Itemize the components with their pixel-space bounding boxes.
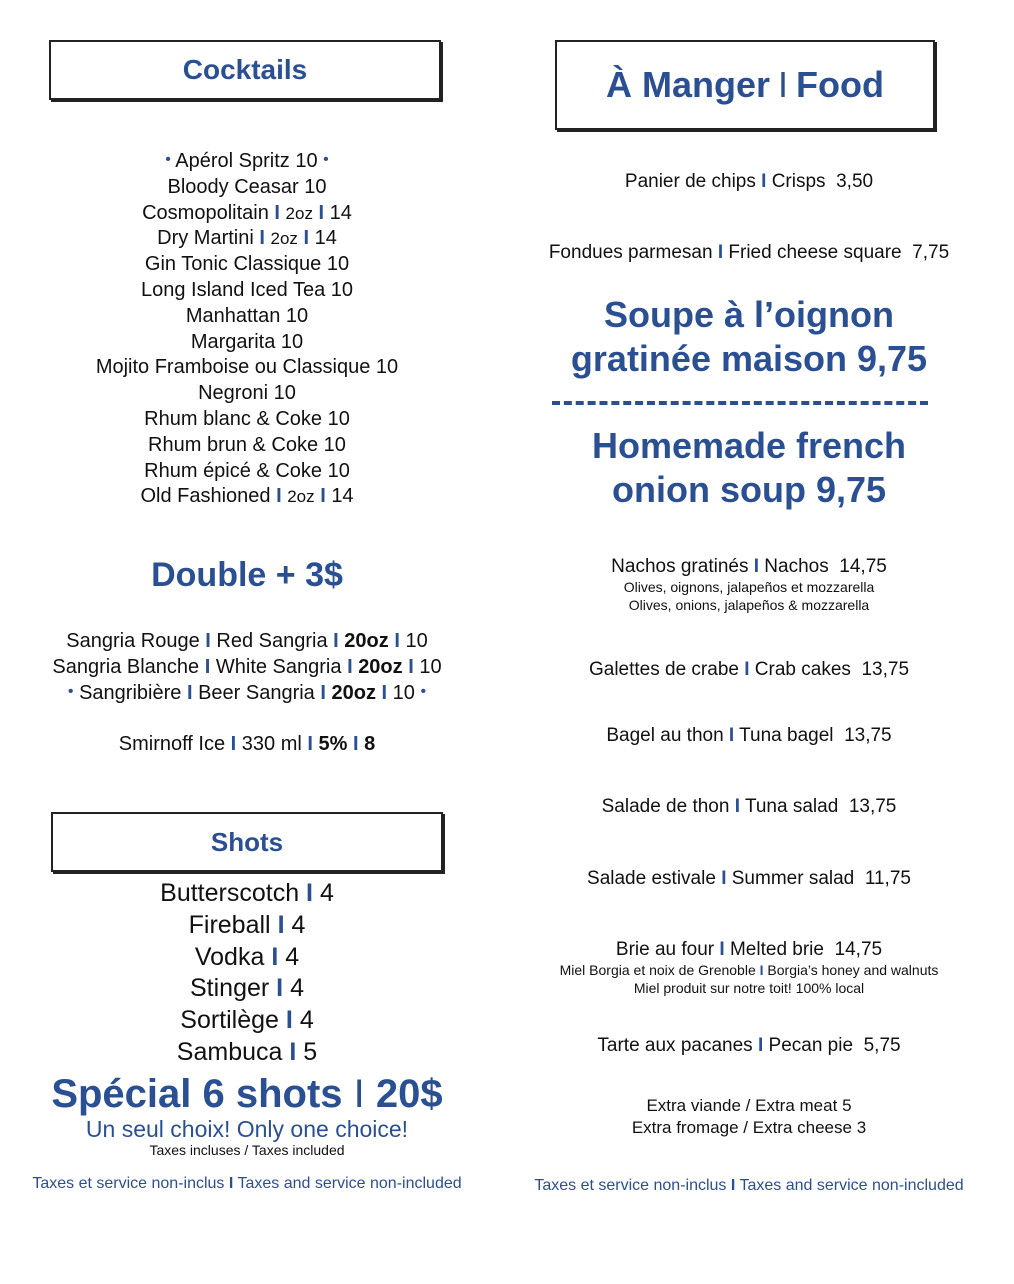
food-heading-en: Food: [796, 64, 884, 105]
smirnoff-name: Smirnoff Ice: [118, 733, 226, 755]
shot-name: Vodka: [194, 942, 265, 971]
sangria-size: 20oz: [331, 682, 376, 704]
brie-fr: Brie au four: [615, 939, 715, 960]
nachos-row: Nachos gratinés I Nachos 14,75: [611, 556, 887, 577]
nachos-fr: Nachos gratinés: [611, 556, 749, 577]
separator: I: [761, 171, 767, 192]
right-footer: Taxes et service non-inclus I Taxes and service non-included: [534, 1177, 964, 1194]
extra-meat-fr: Extra viande: [646, 1096, 741, 1115]
cocktail-item: [0, 485, 494, 508]
sangria-name-fr: Sangribière: [79, 682, 182, 704]
extra-cheese-price: 3: [856, 1118, 867, 1137]
brie-desc-1: Miel Borgia et noix de Grenoble I Borgia’s honey and walnuts: [559, 962, 939, 978]
soup-fr-line-1: Soupe à l’oignon: [604, 294, 894, 335]
cocktail-size: 2oz: [270, 229, 298, 249]
separator: I: [408, 656, 414, 678]
sangria-name-fr: Sangria Rouge: [66, 630, 200, 652]
sangria-price: 10: [405, 630, 428, 652]
food-name-fr: Salade de thon: [601, 796, 730, 817]
shot-price: 4: [319, 879, 334, 907]
double-label: Double + 3$: [151, 556, 343, 594]
food-name-fr: Fondues parmesan: [548, 242, 713, 263]
cocktail-size: 2oz: [287, 487, 315, 507]
cocktails-heading-box: [49, 40, 441, 100]
extra-cheese-fr: Extra fromage: [631, 1118, 739, 1137]
brie-desc-1-fr: Miel Borgia et noix de Grenoble: [559, 962, 756, 978]
cocktail-price: 14: [314, 227, 337, 250]
sangria-price: 10: [419, 656, 442, 678]
brie-row: Brie au four I Melted brie 14,75: [615, 939, 883, 960]
special-shots-label: Spécial 6 shots I 20$: [51, 1072, 443, 1116]
food-heading-fr: À Manger: [605, 64, 771, 105]
bullet-dot-icon: •: [165, 151, 171, 168]
pie-fr: Tarte aux pacanes: [597, 1035, 753, 1056]
special-shots-name: Spécial 6 shots: [51, 1072, 343, 1116]
right-footer-en: Taxes and service non-included: [739, 1177, 964, 1194]
food-price: 13,75: [844, 725, 892, 746]
left-footer-en: Taxes and service non-included: [237, 1175, 462, 1192]
food-item: [484, 868, 1014, 890]
separator: I: [204, 656, 211, 678]
sangria-name-en: White Sangria: [215, 656, 342, 678]
separator: I: [721, 868, 727, 889]
soup-en-line-2: onion soup 9,75: [611, 469, 887, 510]
separator: I: [285, 1006, 293, 1035]
cocktail-name: Rhum blanc & Coke 10: [144, 408, 350, 430]
sangria-price: 10: [392, 682, 415, 704]
cocktail-price: 14: [331, 485, 354, 508]
cocktail-name: Manhattan 10: [185, 304, 309, 327]
separator: I: [320, 682, 326, 704]
food-item: [484, 796, 1014, 818]
sangria-size: 20oz: [344, 630, 389, 652]
separator: I: [347, 656, 353, 678]
food-item: [484, 242, 1014, 264]
cocktail-name: Cosmopolitain: [142, 201, 269, 224]
separator: I: [289, 1038, 297, 1066]
cocktail-item: [0, 150, 494, 173]
cocktail-name: Negroni 10: [198, 382, 296, 405]
cocktail-name: Mojito Framboise ou Classique 10: [95, 356, 399, 379]
food-name-en: Tuna salad: [744, 796, 839, 817]
special-shots-price: 20$: [375, 1072, 443, 1116]
separator: I: [276, 974, 284, 1003]
brie-desc-2: Miel produit sur notre toit! 100% local: [633, 980, 865, 996]
food-item: [484, 725, 1014, 747]
smirnoff-abv: 5%: [318, 733, 348, 755]
food-name-en: Crab cakes: [754, 659, 851, 680]
separator: I: [717, 242, 724, 263]
cocktail-name: Apérol Spritz 10: [175, 150, 318, 172]
cocktail-item: [0, 460, 494, 483]
separator: I: [277, 910, 285, 939]
food-name-en: Tuna bagel: [739, 725, 834, 746]
soup-divider: [552, 401, 928, 405]
cocktail-item: [0, 227, 494, 250]
food-price: 3,50: [836, 171, 874, 192]
separator: I: [381, 682, 388, 704]
food-name-fr: Galettes de crabe: [588, 659, 739, 680]
brie-price: 14,75: [834, 939, 883, 960]
sangria-name-fr: Sangria Blanche: [52, 656, 200, 678]
separator: I: [259, 227, 265, 250]
shot-item: [0, 879, 494, 908]
right-footer-fr: Taxes et service non-inclus: [534, 1177, 727, 1194]
food-price: 13,75: [861, 659, 910, 680]
nachos-en: Nachos: [764, 556, 829, 577]
separator: I: [306, 879, 313, 907]
bullet-dot-icon: •: [420, 683, 427, 700]
cocktail-name: Gin Tonic Classique 10: [144, 253, 350, 276]
separator: I: [276, 485, 282, 508]
food-name-fr: Bagel au thon: [606, 725, 724, 746]
smirnoff-row: Smirnoff Ice I 330 ml I 5% I 8: [118, 733, 376, 755]
food-item: [484, 171, 1014, 193]
cocktail-item: [0, 331, 494, 354]
special-shots-tax: Taxes incluses / Taxes included: [149, 1142, 345, 1158]
shot-price: 4: [291, 910, 306, 939]
cocktail-price: 14: [329, 201, 352, 224]
pie-row: Tarte aux pacanes I Pecan pie 5,75: [597, 1035, 901, 1056]
extra-cheese-en: Extra cheese: [752, 1118, 852, 1137]
bullet-dot-icon: •: [323, 151, 329, 168]
shot-price: 5: [303, 1038, 318, 1066]
nachos-desc-en: Olives, onions, jalapeños & mozzarella: [628, 597, 870, 613]
cocktails-heading: Cocktails: [182, 54, 308, 85]
extra-meat-en: Extra meat: [755, 1096, 838, 1115]
shot-item: [0, 943, 494, 972]
extra-cheese-row: Extra fromage / Extra cheese 3: [631, 1118, 867, 1137]
food-name-fr: Panier de chips: [624, 171, 756, 192]
shot-price: 4: [285, 942, 300, 971]
shots-heading-box: [51, 812, 443, 872]
soup-en-line-1: Homemade french: [591, 425, 907, 466]
separator: I: [186, 682, 193, 704]
separator: I: [744, 659, 750, 680]
shot-item: [0, 1038, 494, 1067]
sangria-item: [0, 656, 494, 679]
food-heading-box: À Manger I Food: [555, 40, 935, 130]
separator: I: [271, 942, 279, 971]
separator: I: [205, 630, 211, 652]
sangria-item: [0, 682, 494, 705]
sangria-item: [0, 630, 494, 653]
shot-name: Sortilège: [180, 1006, 279, 1035]
cocktail-item: [0, 356, 494, 379]
shot-name: Fireball: [188, 910, 271, 939]
sangria-name-en: Beer Sangria: [198, 682, 315, 704]
shot-name: Butterscotch: [160, 879, 300, 907]
shot-item: [0, 1006, 494, 1035]
shot-name: Stinger: [190, 974, 270, 1003]
extra-meat-row: Extra viande / Extra meat 5: [646, 1096, 852, 1115]
cocktail-name: Bloody Ceasar 10: [167, 175, 327, 198]
cocktail-size: 2oz: [285, 203, 313, 223]
brie-en: Melted brie: [729, 939, 824, 960]
smirnoff-price: 8: [364, 733, 376, 755]
shots-heading: Shots: [210, 826, 284, 857]
food-price: 7,75: [912, 242, 950, 263]
smirnoff-size: 330 ml: [241, 733, 302, 755]
cocktail-item: [0, 176, 494, 199]
separator: I: [728, 725, 735, 746]
separator: I: [734, 796, 741, 817]
sangria-name-en: Red Sangria: [216, 630, 328, 652]
special-shots-sub: Un seul choix! Only one choice!: [85, 1116, 409, 1142]
shot-price: 4: [299, 1006, 314, 1035]
pie-price: 5,75: [863, 1035, 901, 1056]
shot-name: Sambuca: [176, 1038, 283, 1066]
shot-price: 4: [290, 974, 304, 1003]
cocktail-name: Old Fashioned: [140, 485, 271, 508]
food-price: 11,75: [864, 868, 911, 889]
separator: I: [274, 201, 280, 224]
nachos-desc-fr: Olives, oignons, jalapeños et mozzarella: [623, 579, 875, 595]
food-name-fr: Salade estivale: [587, 868, 716, 889]
soup-fr-line-2: gratinée maison 9,75: [570, 338, 928, 379]
brie-desc-1-en: Borgia’s honey and walnuts: [767, 962, 939, 978]
nachos-price: 14,75: [839, 556, 887, 577]
food-name-en: Summer salad: [731, 868, 855, 889]
extra-meat-price: 5: [842, 1096, 852, 1115]
separator: I: [333, 630, 339, 652]
cocktail-item: [0, 279, 494, 302]
separator: I: [303, 227, 310, 250]
left-footer: Taxes et service non-inclus I Taxes and service non-included: [32, 1175, 462, 1192]
cocktail-item: [0, 382, 494, 405]
cocktail-item: [0, 305, 494, 328]
cocktail-item: [0, 434, 494, 457]
separator: I: [394, 630, 400, 652]
cocktail-name: Long Island Iced Tea 10: [140, 279, 354, 301]
separator: I: [318, 201, 325, 224]
cocktail-name: Margarita 10: [190, 330, 304, 353]
bullet-dot-icon: •: [67, 683, 74, 700]
cocktail-name: Dry Martini: [157, 227, 254, 250]
cocktail-item: [0, 253, 494, 276]
sangria-size: 20oz: [358, 656, 403, 678]
shot-item: [0, 911, 494, 940]
food-item: [484, 659, 1014, 681]
left-footer-fr: Taxes et service non-inclus: [32, 1175, 225, 1192]
food-name-en: Fried cheese square: [728, 242, 902, 263]
food-name-en: Crisps: [771, 171, 826, 192]
food-price: 13,75: [848, 796, 897, 817]
cocktail-name: Rhum épicé & Coke 10: [144, 459, 350, 482]
cocktail-item: [0, 408, 494, 431]
separator: I: [320, 485, 326, 508]
cocktail-name: Rhum brun & Coke 10: [148, 433, 346, 456]
pie-en: Pecan pie: [768, 1035, 854, 1056]
shot-item: [0, 974, 494, 1003]
cocktail-item: [0, 202, 494, 225]
